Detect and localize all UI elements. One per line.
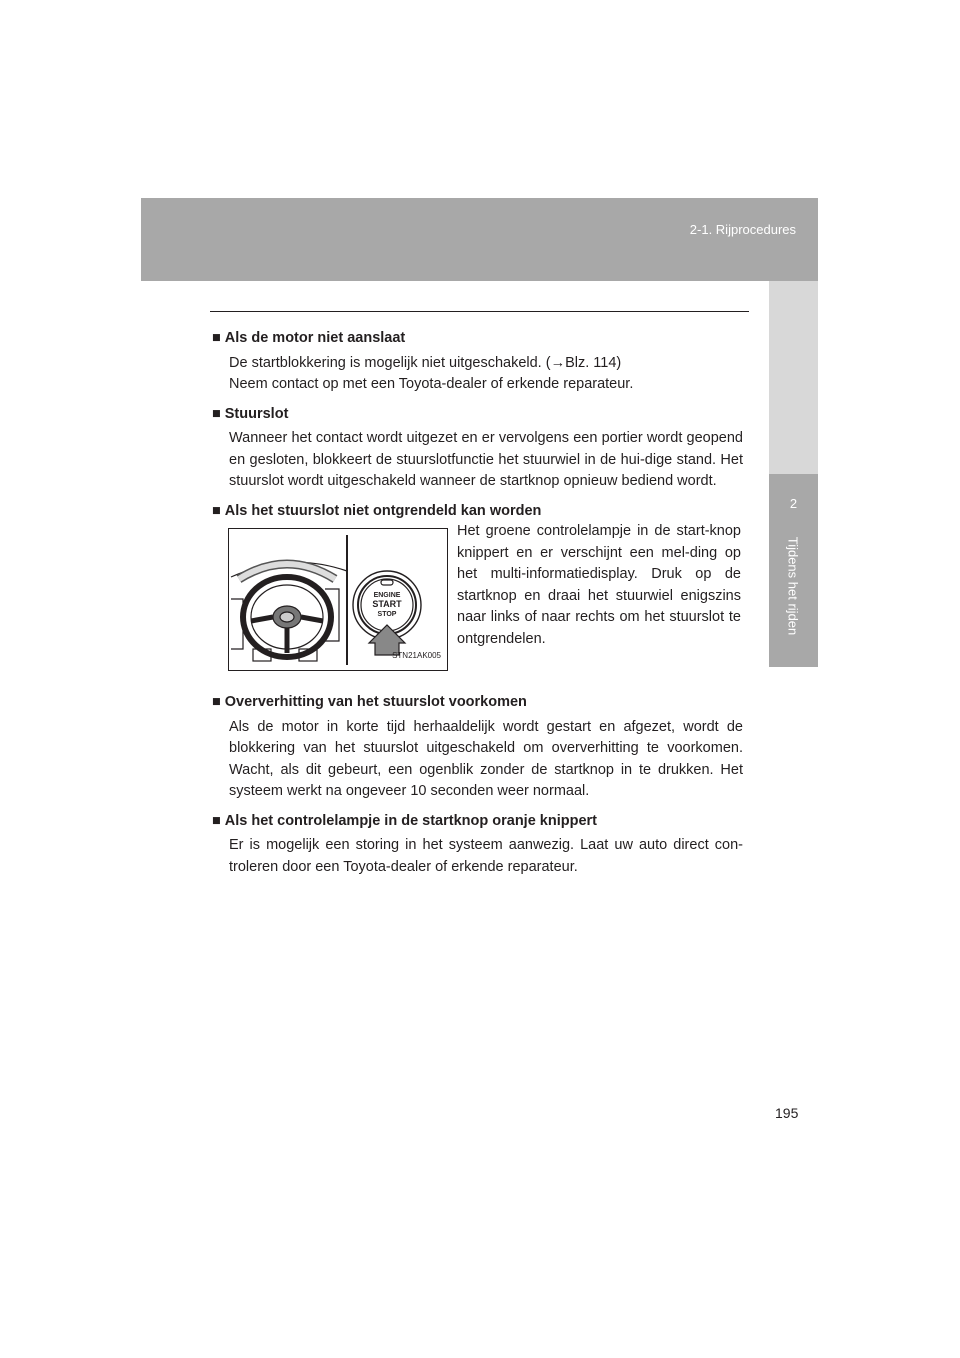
button-label-line: ENGINE <box>373 592 401 599</box>
bullet: ■ <box>212 405 221 422</box>
figure-caption-text: Het groene controlelampje in de start-knop knippert en er verschijnt een mel-ding op het multi-informatiedisplay. Druk op de startknop en draai het stuurwiel enigszins naar links of naar rechts om het stuurslot te ontgrendelen. <box>457 523 741 647</box>
figure-row <box>212 523 743 678</box>
chapter-title: Tijdens het rijden <box>785 536 801 636</box>
page-content <box>212 328 743 886</box>
steering-wheel-illustration <box>228 528 448 671</box>
body-line: Neem contact op met een Toyota-dealer of erkende reparateur. <box>229 376 634 392</box>
bullet: ■ <box>212 502 221 519</box>
bullet: ■ <box>212 330 221 346</box>
section-title: 2-1. Rijprocedures <box>689 222 796 237</box>
heading-text: Als de motor niet aanslaat <box>224 330 406 346</box>
section-engine-not-starting <box>212 328 743 396</box>
section-orange-indicator <box>212 811 743 879</box>
body-text: Als de motor in korte tijd herhaaldelijk wordt gestart en afgezet, wordt de blokkering van het stuurslot uitgeschakeld om oververhitting te voorkomen. Wacht, als dit gebeurt, een ogenblik zonder de startknop in te drukken. Het systeem werkt na ongeveer 10 seconden weer normaal. <box>229 718 743 799</box>
page-number: 195 <box>775 1105 799 1121</box>
top-rule <box>210 311 749 312</box>
section-overheating <box>212 692 743 803</box>
section-steering-lock <box>212 404 743 493</box>
button-label-line: STOP <box>377 611 397 618</box>
heading-text: Als het controlelampje in de startknop oranje knippert <box>224 812 598 829</box>
header-bar <box>141 198 818 281</box>
section-heading <box>212 404 743 426</box>
heading-text: Oververhitting van het stuurslot voorkomen <box>224 694 527 710</box>
button-label-line: START <box>372 599 402 609</box>
side-tab-upper <box>769 281 818 474</box>
bullet: ■ <box>212 694 221 710</box>
section-heading <box>212 501 743 523</box>
section-heading <box>212 811 743 833</box>
body-text: Er is mogelijk een storing in het systeem aanwezig. Laat uw auto direct con-troleren door een Toyota-dealer of erkende reparateur. <box>229 837 743 875</box>
section-heading <box>212 328 743 350</box>
figure-code: STN21AK005 <box>392 650 441 660</box>
section-heading <box>212 692 743 714</box>
section-lock-not-released <box>212 501 743 679</box>
bullet: ■ <box>212 812 221 829</box>
heading-text: Stuurslot <box>224 405 289 422</box>
body-line: De startblokkering is mogelijk niet uitgeschakeld. (→Blz. 114) <box>229 354 622 371</box>
chapter-tab <box>769 474 818 667</box>
heading-text: Als het stuurslot niet ontgrendeld kan worden <box>224 502 542 519</box>
body-text: Wanneer het contact wordt uitgezet en er vervolgens een portier wordt geopend en gesloten, blokkeert de stuurslotfunctie het stuurwiel in de hui-dige stand. Het stuurslot wordt uitgeschakeld wanneer de startknop opnieuw bediend wordt. <box>229 430 743 489</box>
chapter-number: 2 <box>789 496 798 511</box>
